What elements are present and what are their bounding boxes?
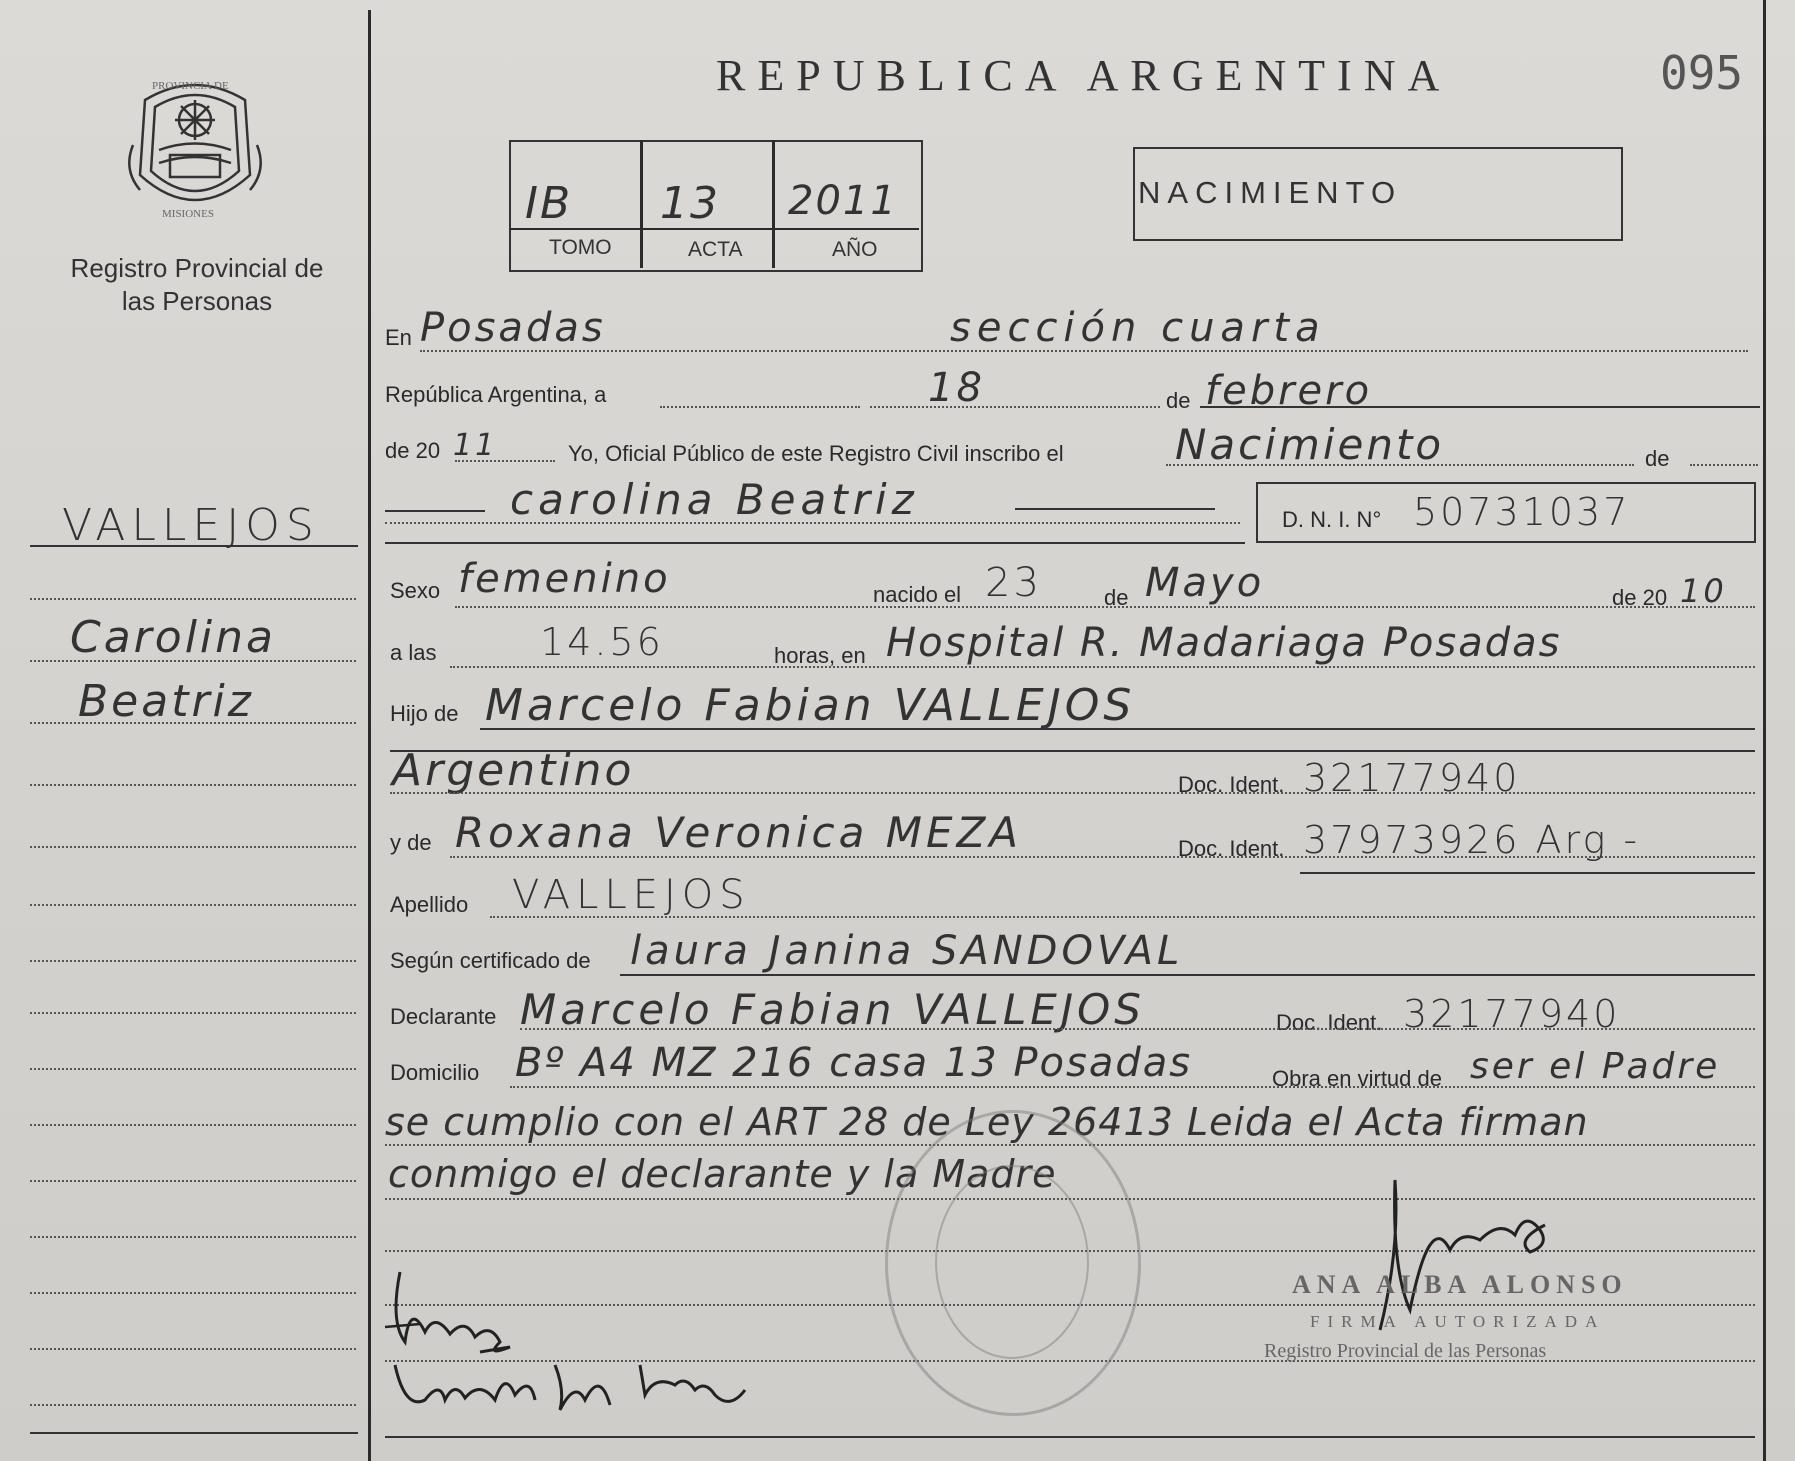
entry-father-nationality: Argentino	[392, 745, 635, 796]
margin-line-4	[30, 784, 356, 786]
mother-signature	[385, 1340, 765, 1450]
record-box-divider-1	[640, 140, 643, 268]
entry-year-registered: 11	[453, 428, 498, 463]
label-de-20-birth: de 20	[1612, 585, 1668, 610]
margin-line-12	[30, 1236, 356, 1238]
entry-birth-place: Hospital R. Madariaga Posadas	[886, 620, 1562, 666]
label-declarante: Declarante	[390, 1004, 497, 1029]
line-4-right	[1015, 508, 1215, 510]
entry-section: sección cuarta	[950, 305, 1326, 351]
margin-line-15	[30, 1404, 356, 1406]
entry-declarant-doc: 32177940	[1403, 992, 1621, 1036]
entry-month-registered: febrero	[1205, 368, 1373, 414]
label-segun-certificado: Según certificado de	[390, 948, 591, 973]
margin-line-13	[30, 1292, 356, 1294]
entry-mother-name: Roxana Veronica MEZA	[455, 808, 1022, 857]
entry-father-name: Marcelo Fabian VALLEJOS	[485, 680, 1136, 731]
line-2a	[660, 406, 860, 408]
entry-father-doc: 32177940	[1303, 756, 1521, 800]
entry-sex: femenino	[458, 556, 671, 602]
line-3a	[455, 460, 555, 462]
tomo-value: IB	[525, 178, 573, 229]
entry-child-name: carolina Beatriz	[510, 475, 919, 524]
line-2b	[870, 406, 1160, 408]
entry-act-kind: Nacimiento	[1175, 420, 1445, 469]
entry-address: Bº A4 MZ 216 casa 13 Posadas	[515, 1040, 1193, 1086]
line-9b	[1300, 872, 1755, 874]
margin-line-1	[30, 598, 356, 600]
provincial-seal	[115, 75, 275, 225]
label-yo-oficial: Yo, Oficial Público de este Registro Civil inscribo el	[568, 441, 1064, 466]
margin-line-5	[30, 846, 356, 848]
entry-certifier: laura Janina SANDOVAL	[630, 928, 1184, 974]
margin-given-name-1: Carolina	[70, 612, 276, 663]
label-doc-ident-3: Doc. Ident.	[1276, 1010, 1383, 1035]
margin-line-6	[30, 904, 356, 906]
right-edge-rule	[1763, 0, 1766, 1461]
margin-line-10	[30, 1124, 356, 1126]
line-3c	[1690, 464, 1758, 466]
line-12	[520, 1028, 1755, 1030]
entry-birth-month: Mayo	[1145, 560, 1265, 606]
margin-line-14	[30, 1348, 356, 1350]
entry-by-virtue-of: ser el Padre	[1470, 1046, 1721, 1087]
label-de-4: de	[1104, 585, 1129, 610]
entry-surname: VALLEJOS	[512, 872, 751, 918]
entry-dni-number: 50731037	[1413, 490, 1631, 534]
line-4	[385, 522, 1240, 524]
line-10	[490, 916, 1755, 918]
official-stamp-office: Registro Provincial de las Personas	[1264, 1340, 1547, 1362]
margin-surname: VALLEJOS	[62, 500, 320, 551]
margin-line-11	[30, 1180, 356, 1182]
margin-bottom-rule	[30, 1432, 358, 1434]
margin-line-7	[30, 960, 356, 962]
label-en: En	[385, 325, 412, 350]
line-8	[390, 792, 1755, 794]
serial-number: 095	[1660, 46, 1744, 100]
line-4-bottom	[385, 542, 1245, 544]
label-obra-en-virtud: Obra en virtud de	[1272, 1066, 1442, 1091]
line-3b	[1166, 464, 1634, 466]
margin-line-9	[30, 1068, 356, 1070]
line-6	[450, 666, 1755, 668]
entry-note-line-1: se cumplio con el ART 28 de Ley 26413 Leida el Acta firman	[385, 1100, 1589, 1144]
margin-line-8	[30, 1012, 356, 1014]
margin-line-2	[30, 660, 356, 662]
margin-given-name-2: Beatriz	[78, 676, 254, 727]
label-sexo: Sexo	[390, 578, 441, 603]
label-horas-en: horas, en	[774, 643, 866, 668]
entry-note-line-2: conmigo el declarante y la Madre	[388, 1152, 1057, 1196]
registry-round-stamp-inner	[935, 1165, 1089, 1359]
country-title: REPUBLICA ARGENTINA	[716, 51, 1452, 100]
anio-value: 2011	[788, 178, 898, 224]
line-7	[480, 728, 1755, 730]
anio-label: AÑO	[832, 238, 878, 261]
entry-birth-time: 14.56	[540, 620, 664, 664]
line-9	[450, 856, 1755, 858]
label-nacido-el: nacido el	[873, 582, 962, 607]
label-republica: República Argentina, a	[385, 382, 607, 407]
label-y-de: y de	[390, 830, 432, 855]
margin-line-3	[30, 722, 356, 724]
acta-value: 13	[660, 178, 720, 229]
label-hijo-de: Hijo de	[390, 701, 459, 726]
label-apellido: Apellido	[390, 892, 469, 917]
acta-label: ACTA	[688, 238, 743, 261]
tomo-label: TOMO	[549, 236, 612, 259]
line-13	[510, 1086, 1755, 1088]
seal-ring-text-top: PROVINCIA DE	[152, 80, 229, 92]
label-de-20: de 20	[385, 438, 441, 463]
official-stamp-name: ANA ALBA ALONSO	[1292, 1270, 1628, 1299]
margin-surname-rule	[30, 545, 358, 547]
line-2c	[1200, 406, 1760, 408]
label-doc-ident-2: Doc. Ident.	[1178, 836, 1285, 861]
entry-city: Posadas	[420, 305, 606, 351]
label-a-las: a las	[390, 640, 437, 665]
seal-ring-text-bottom: MISIONES	[162, 208, 214, 220]
entry-birth-year: 10	[1680, 572, 1727, 610]
registry-name: Registro Provincial de las Personas	[70, 253, 324, 316]
entry-declarant: Marcelo Fabian VALLEJOS	[520, 985, 1145, 1034]
official-stamp-title: FIRMA AUTORIZADA	[1310, 1312, 1606, 1331]
entry-mother-doc: 37973926 Arg -	[1303, 818, 1641, 862]
label-de-1: de	[1166, 388, 1191, 413]
left-column-rule	[368, 10, 371, 1461]
label-de-3: de	[1645, 446, 1670, 471]
line-1	[420, 350, 1748, 352]
line-5	[455, 606, 1755, 608]
label-domicilio: Domicilio	[390, 1060, 480, 1085]
entry-birth-day: 23	[985, 560, 1042, 606]
label-doc-ident-1: Doc. Ident.	[1178, 772, 1285, 797]
line-11	[620, 974, 1755, 976]
entry-day-registered: 18	[928, 365, 985, 411]
record-box-divider-2	[772, 140, 775, 268]
label-dni: D. N. I. N°	[1282, 507, 1382, 532]
act-type-label: NACIMIENTO	[1138, 175, 1403, 210]
line-4-left	[385, 510, 485, 512]
